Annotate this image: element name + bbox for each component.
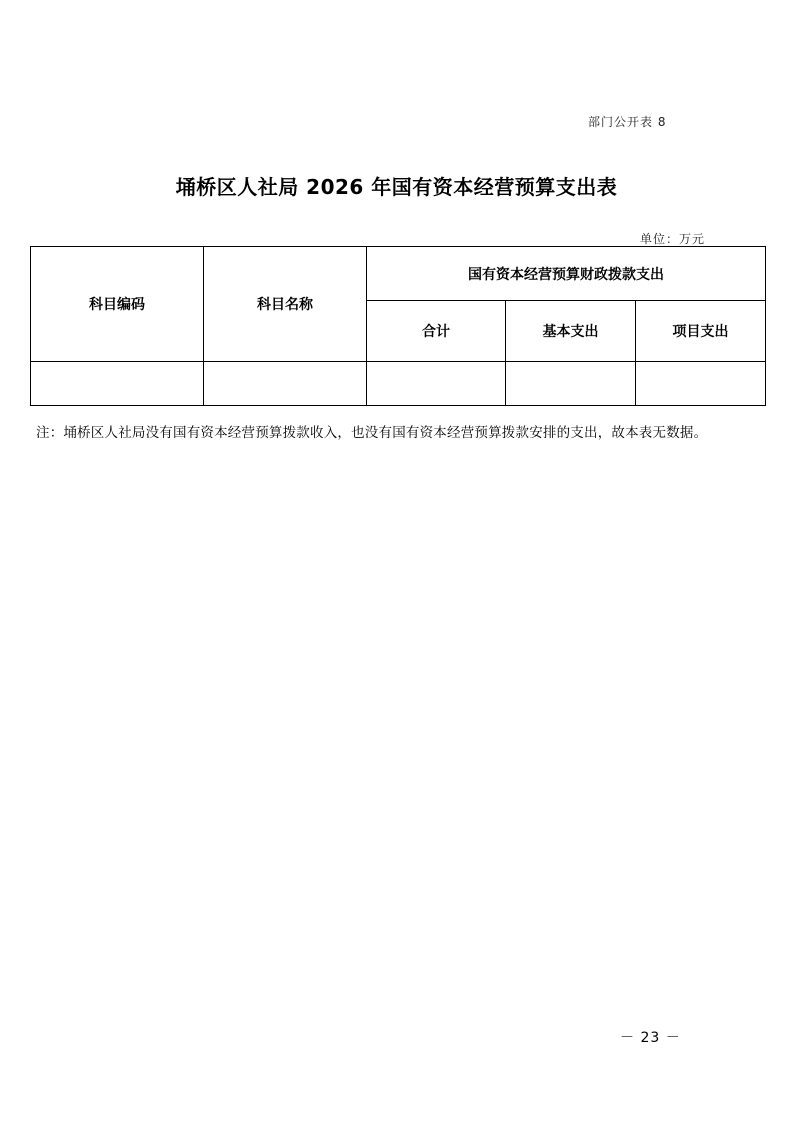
table-cell — [367, 362, 506, 406]
budget-table — [30, 246, 766, 406]
column-header-project: 项目支出 — [636, 301, 766, 362]
unit-label: 单位：万元 — [640, 232, 706, 246]
table-cell — [204, 362, 367, 406]
column-header-total: 合计 — [367, 301, 506, 362]
table-number: 部门公开表 8 — [588, 115, 667, 129]
column-header-code: 科目编码 — [31, 247, 204, 362]
table-cell — [506, 362, 636, 406]
table-note: 注：埇桥区人社局没有国有资本经营预算拨款收入，也没有国有资本经营预算拨款安排的支出，故本表无数据。 — [36, 425, 708, 441]
table-header-row — [31, 247, 766, 301]
table-cell — [636, 362, 766, 406]
table-row — [31, 362, 766, 406]
column-header-basic: 基本支出 — [506, 301, 636, 362]
page-number: － 23 － — [620, 1030, 681, 1046]
table-cell — [31, 362, 204, 406]
column-header-name: 科目名称 — [204, 247, 367, 362]
column-group-header: 国有资本经营预算财政拨款支出 — [367, 247, 766, 301]
page-title: 埇桥区人社局 2026 年国有资本经营预算支出表 — [175, 175, 618, 199]
